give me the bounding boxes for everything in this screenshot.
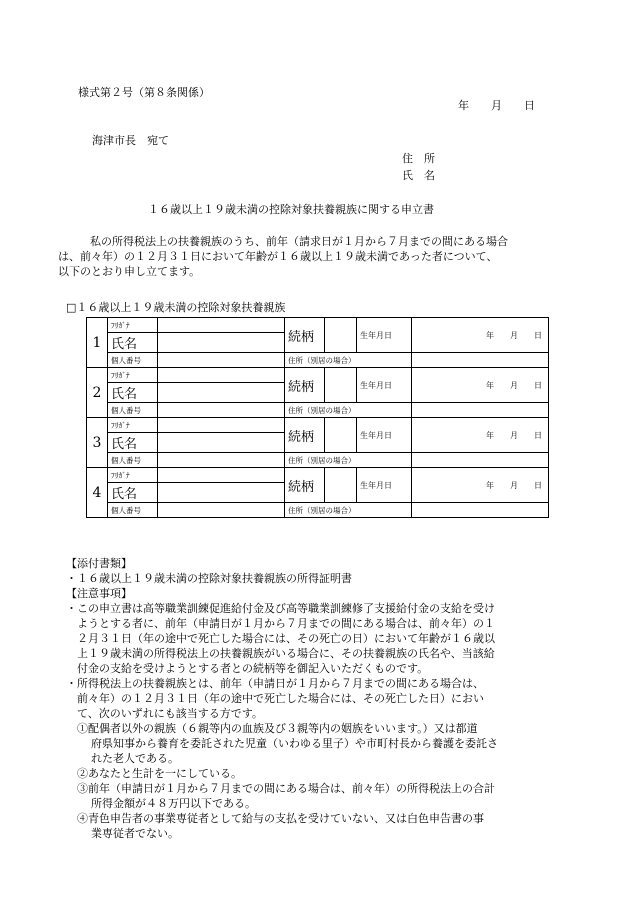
birthdate-label: 生年月日 xyxy=(357,368,412,403)
dependents-table xyxy=(86,317,549,518)
relation-label: 続柄 xyxy=(285,418,325,453)
notes-heading: 【注意事項】 xyxy=(66,587,132,600)
mynumber-label: 個人番号 xyxy=(108,503,158,518)
birthdate-field[interactable]: 年 月 日 xyxy=(412,318,549,353)
name-field[interactable] xyxy=(158,383,285,403)
dependent-row-extra xyxy=(87,503,549,518)
birthdate-label: 生年月日 xyxy=(357,418,412,453)
row-number: 3 xyxy=(87,418,108,468)
name-label: 氏名 xyxy=(108,483,158,503)
relation-label: 続柄 xyxy=(285,468,325,503)
condition-item xyxy=(77,781,566,811)
dependent-row-extra xyxy=(87,403,549,418)
birthdate-field[interactable]: 年 月 日 xyxy=(412,368,549,403)
separate-address-field[interactable] xyxy=(412,403,549,418)
row-number: 2 xyxy=(87,368,108,418)
note-line: 上１９歳未満の所得税法上の扶養親族がいる場合に、その扶養親族の氏名や、当該給 xyxy=(77,647,495,660)
note-line: ・この申立書は高等職業訓練促進給付金及び高等職業訓練修了支援給付金の支給を受け xyxy=(66,602,495,615)
relation-field[interactable] xyxy=(325,368,357,403)
intro-line: 私の所得税法上の扶養親族のうち、前年（請求日が１月から７月までの間にある場合 xyxy=(90,235,508,248)
condition-line: れた老人である。 xyxy=(91,752,179,765)
dependent-row-extra xyxy=(87,453,549,468)
relation-label: 続柄 xyxy=(285,318,325,353)
separate-address-field[interactable] xyxy=(412,453,549,468)
birthdate-label: 生年月日 xyxy=(357,468,412,503)
condition-line: 業専従者でない。 xyxy=(91,827,179,840)
birthdate-field[interactable]: 年 月 日 xyxy=(412,418,549,453)
condition-line: ④青色申告者の事業専従者として給与の支払を受けていない、又は白色申告書の事 xyxy=(77,812,484,825)
intro-line: 以下のとおり申し立てます。 xyxy=(58,265,201,278)
note-line: 前々年）の１２月３１日（年の途中で死亡した場合には、その死亡した日）におい xyxy=(77,692,484,705)
intro-paragraph xyxy=(58,234,578,279)
mynumber-field[interactable] xyxy=(158,353,285,368)
form-number: 様式第２号（第８条関係） xyxy=(78,86,210,99)
date-line: 年 月 日 xyxy=(458,99,535,112)
attachment-item: ・１６歳以上１９歳未満の控除対象扶養親族の所得証明書 xyxy=(66,572,352,585)
note-2 xyxy=(66,676,566,721)
relation-label: 続柄 xyxy=(285,368,325,403)
relation-field[interactable] xyxy=(325,418,357,453)
name-label: 氏名 xyxy=(108,433,158,453)
furigana-field[interactable] xyxy=(158,418,285,433)
conditions-list xyxy=(66,721,566,841)
separate-address-field[interactable] xyxy=(412,503,549,518)
name-field[interactable] xyxy=(158,433,285,453)
separate-address-label: 住所（別居の場合） xyxy=(285,403,412,418)
separate-address-field[interactable] xyxy=(412,353,549,368)
dependent-row xyxy=(87,468,549,483)
attachments-heading: 【添付書類】 xyxy=(66,557,132,570)
condition-line: 所得金額が４８万円以下である。 xyxy=(91,797,256,810)
furigana-label: ﾌﾘｶﾞﾅ xyxy=(108,468,158,483)
note-line: て、次のいずれにも該当する方です。 xyxy=(77,707,263,720)
furigana-field[interactable] xyxy=(158,318,285,333)
separate-address-label: 住所（別居の場合） xyxy=(285,453,412,468)
applicant-name-label: 氏 名 xyxy=(402,169,435,182)
section-heading: □１６歳以上１９歳未満の控除対象扶養親族 xyxy=(66,301,286,314)
name-field[interactable] xyxy=(158,483,285,503)
note-line: 付金の支給を受けようとする者との続柄等を御記入いただくものです。 xyxy=(77,662,429,675)
dependent-row xyxy=(87,368,549,383)
separate-address-label: 住所（別居の場合） xyxy=(285,353,412,368)
note-line: ２月３１日（年の途中で死亡した場合には、その死亡の日）において年齢が１６歳以 xyxy=(77,632,495,645)
furigana-field[interactable] xyxy=(158,468,285,483)
row-number: 4 xyxy=(87,468,108,518)
mynumber-label: 個人番号 xyxy=(108,353,158,368)
row-number: 1 xyxy=(87,318,108,368)
mynumber-field[interactable] xyxy=(158,403,285,418)
note-line: ようとする者に、前年（申請日が１月から７月までの間にある場合は、前々年）の１ xyxy=(77,617,495,630)
furigana-field[interactable] xyxy=(158,368,285,383)
name-field[interactable] xyxy=(158,333,285,353)
condition-item xyxy=(77,721,566,766)
document-title: １６歳以上１９歳未満の控除対象扶養親族に関する申立書 xyxy=(148,203,434,216)
notes-section xyxy=(66,556,566,841)
condition-line: 府県知事から養育を委託された児童（いわゆる里子）や市町村長から養護を委託さ xyxy=(91,737,498,750)
birthdate-label: 生年月日 xyxy=(357,318,412,353)
applicant-address-label: 住 所 xyxy=(402,152,435,165)
dependent-row xyxy=(87,418,549,433)
intro-line: は、前々年）の１２月３１日において年齢が１６歳以上１９歳未満であった者について、 xyxy=(58,250,498,263)
note-line: ・所得税法上の扶養親族とは、前年（申請日が１月から７月までの間にある場合は、 xyxy=(66,677,484,690)
name-label: 氏名 xyxy=(108,333,158,353)
dependent-row xyxy=(87,318,549,333)
relation-field[interactable] xyxy=(325,318,357,353)
birthdate-field[interactable]: 年 月 日 xyxy=(412,468,549,503)
condition-item xyxy=(77,766,566,781)
condition-line: ②あなたと生計を一にしている。 xyxy=(77,767,242,780)
condition-line: ①配偶者以外の親族（６親等内の血族及び３親等内の姻族をいいます。）又は都道 xyxy=(77,722,478,735)
furigana-label: ﾌﾘｶﾞﾅ xyxy=(108,368,158,383)
relation-field[interactable] xyxy=(325,468,357,503)
addressee: 海津市長 宛て xyxy=(92,134,169,147)
note-1 xyxy=(66,601,566,676)
separate-address-label: 住所（別居の場合） xyxy=(285,503,412,518)
condition-item xyxy=(77,811,566,841)
mynumber-label: 個人番号 xyxy=(108,403,158,418)
condition-line: ③前年（申請日が１月から７月までの間にある場合は、前々年）の所得税法上の合計 xyxy=(77,782,495,795)
mynumber-field[interactable] xyxy=(158,503,285,518)
mynumber-label: 個人番号 xyxy=(108,453,158,468)
dependent-row-extra xyxy=(87,353,549,368)
name-label: 氏名 xyxy=(108,383,158,403)
mynumber-field[interactable] xyxy=(158,453,285,468)
furigana-label: ﾌﾘｶﾞﾅ xyxy=(108,418,158,433)
furigana-label: ﾌﾘｶﾞﾅ xyxy=(108,318,158,333)
